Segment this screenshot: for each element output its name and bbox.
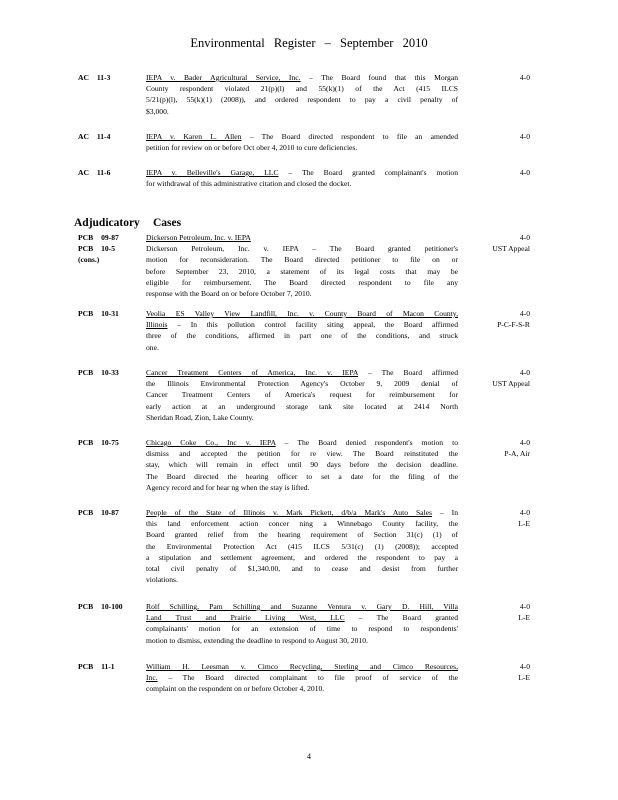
case-number: AC 11-6 xyxy=(78,168,111,177)
description-line: Cancer Treatment Centers of America, Inc. v. IEPA – The Board affirmed xyxy=(146,368,458,377)
page-number: 4 xyxy=(307,752,311,761)
case-description xyxy=(146,661,458,695)
case-type: P-A, Air xyxy=(504,449,530,459)
case-description xyxy=(146,601,458,646)
case-type: L-E xyxy=(518,519,530,529)
vote-count: 4-0 xyxy=(519,662,530,671)
case-description xyxy=(146,367,458,423)
case-type: L-E xyxy=(518,613,530,623)
description-line: dismiss and accepted the petition for re view. The Board reinstituted the xyxy=(146,449,458,459)
description-line: Illinois – In this pollution control facility siting appeal, the Board affirmed xyxy=(146,320,458,330)
description-line: total civil penalty of $1,340.00, and to cease and desist from further xyxy=(146,563,458,573)
description-line: Veolia ES Valley View Landfill, Inc. v. County Board of Macon County, xyxy=(146,309,458,318)
vote-count: 4-0 xyxy=(519,508,530,517)
case-number: PCB 10-100 xyxy=(78,602,123,611)
description-line: William H. Leesman v. Cimco Recycling, Sterling and Cimco Resources, xyxy=(146,662,458,671)
description-line: for withdrawal of this administrative citation and closed the docket. xyxy=(146,179,352,189)
description-line: People of the State of Illinois v. Mark Pickett, d/b/a Mark's Auto Sales – In xyxy=(146,508,458,517)
description-line: Board granted relief from the hearing requirement of Section 31(c) (1) of xyxy=(146,530,458,540)
description-line: IEPA v. Belleville's Garage, LLC – The Board granted complainant's motion xyxy=(146,168,459,177)
case-type: UST Appeal xyxy=(492,244,530,254)
description-line: Rolf Schilling, Pam Schilling and Suzanne Ventura v. Gary D. Hill, Villa xyxy=(146,602,458,611)
vote-count: 4-0 xyxy=(519,602,530,611)
description-line: motion to dismiss, extending the deadline to respond to August 30, 2010. xyxy=(146,635,368,645)
description-line: Agency record and for hear ng when the stay is lifted. xyxy=(146,482,310,492)
description-line: The Board directed the hearing officer to set a date for the filing of the xyxy=(146,471,458,481)
case-number: PCB 09-87 xyxy=(78,233,119,242)
vote-count: 4-0 xyxy=(519,233,530,242)
case-type: L-E xyxy=(518,673,530,683)
vote-count: 4-0 xyxy=(519,132,530,141)
description-line: Chicago Coke Co., Inc v. IEPA – The Board denied respondent's motion to xyxy=(146,438,458,447)
description-line: one. xyxy=(146,342,159,352)
description-line: Inc. – The Board directed complainant to file proof of service of the xyxy=(146,673,458,683)
description-line: petition for review on or before Oct ober 4, 2010 to cure deficiencies. xyxy=(146,143,358,153)
section-heading xyxy=(74,217,182,229)
description-line: response with the Board on or before October 7, 2010. xyxy=(146,288,312,298)
description-line: 5/21(p)(l), 55(k)(1) (2008)), and ordered respondent to pay a civil penalty of xyxy=(146,95,458,105)
description-line: complainants' motion for an extension of time to respond to respondents' xyxy=(146,624,458,634)
description-line: Sheridan Road, Zion, Lake County. xyxy=(146,412,254,422)
case-number: PCB 10-33 xyxy=(78,368,119,377)
description-line: before September 23, 2010, a statement of its legal costs that may be xyxy=(146,266,458,276)
description-line: this land enforcement action concer ning a Winnebago County facility, the xyxy=(146,519,458,529)
case-description xyxy=(146,507,458,585)
case-number: PCB 10-75 xyxy=(78,438,119,447)
description-line: Cancer Treatment Centers of America's request for reimbursement for xyxy=(146,390,458,400)
description-line: three of the conditions, affirmed in part one of the conditions, and struck xyxy=(146,331,458,341)
description-line: County respondent violated 21(p)(l) and 55(k)(1) of the Act (415 ILCS xyxy=(146,84,458,94)
case-number: PCB 10-31 xyxy=(78,309,119,318)
description-line: Land Trust and Prairie Living West, LLC – The Board granted xyxy=(146,613,459,623)
vote-count: 4-0 xyxy=(519,73,530,82)
case-type: UST Appeal xyxy=(492,379,530,389)
case-description xyxy=(146,232,458,299)
case-number: PCB 10-5 xyxy=(78,244,116,254)
description-line: complaint on the respondent on or before October 4, 2010. xyxy=(146,684,325,694)
vote-count: 4-0 xyxy=(519,368,530,377)
section-label: Adjudicatory xyxy=(74,217,140,229)
section-sublabel: Cases xyxy=(153,217,182,229)
page-header: Environmental Register – September 2010 xyxy=(190,36,428,50)
description-line: motion for reconsideration. The Board directed petitioner to file on or xyxy=(146,255,458,265)
case-number: PCB 11-1 xyxy=(78,662,115,671)
vote-count: 4-0 xyxy=(519,168,530,177)
description-line: $3,000. xyxy=(146,106,169,116)
case-number: AC 11-3 xyxy=(78,73,111,82)
description-line: violations. xyxy=(146,575,178,585)
description-line: IEPA v. Karen L. Allen – The Board directed respondent to file an amended xyxy=(146,132,458,141)
case-description xyxy=(146,308,458,353)
description-line: IEPA v. Bader Agricultural Service, Inc. – The Board found that this Morgan xyxy=(146,73,458,82)
case-description xyxy=(146,131,458,153)
case-number: AC 11-4 xyxy=(78,132,111,141)
case-number: PCB 10-87 xyxy=(78,508,119,517)
vote-count: 4-0 xyxy=(519,438,530,447)
case-caption: Dickerson Petroleum, Inc. v. IEPA xyxy=(146,233,251,242)
description-line: eligible for reimbursement. The Board directed respondent to file any xyxy=(146,277,458,287)
description-line: early action at an underground storage tank site located at 2414 North xyxy=(146,401,458,411)
description-line: a stipulation and settlement agreement, and ordered the respondent to pay a xyxy=(146,552,458,562)
case-description xyxy=(146,437,458,493)
description-line: stay, which will remain in effect until 90 days before the decision deadline. xyxy=(146,460,458,470)
description-line: the Environmental Protection Act (415 ILCS 5/31(c) (1) (2008)); accepted xyxy=(146,541,458,551)
description-line: the Illinois Environmental Protection Agency's October 9, 2009 denial of xyxy=(146,379,458,389)
case-description xyxy=(146,72,458,117)
case-consolidated: (cons.) xyxy=(78,255,100,265)
description-line: Dickerson Petroleum, Inc. v. IEPA – The Board granted petitioner's xyxy=(146,244,458,254)
case-description xyxy=(146,167,458,189)
case-type: P-C-F-S-R xyxy=(497,320,530,330)
vote-count: 4-0 xyxy=(519,309,530,318)
